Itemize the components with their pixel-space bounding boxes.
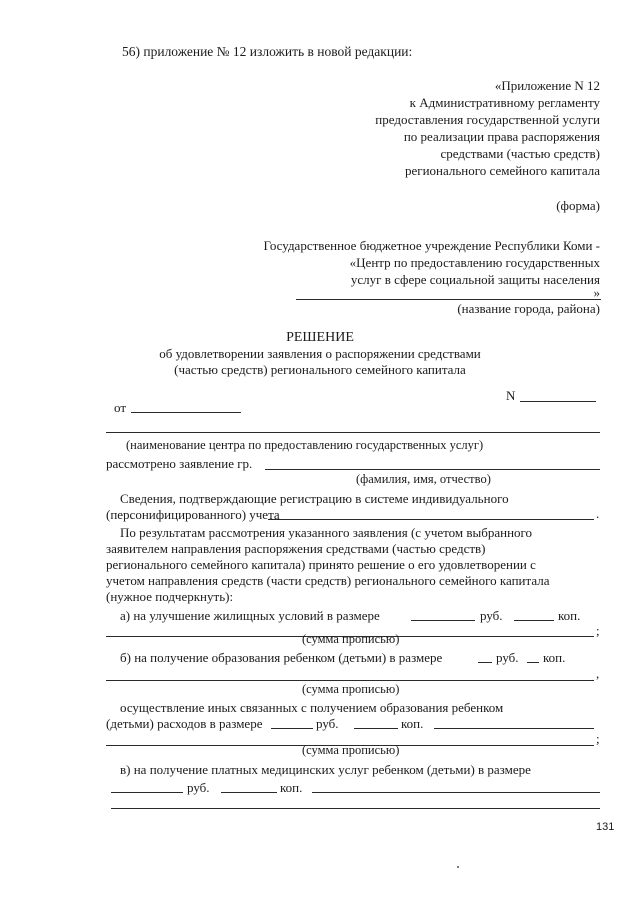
institution-close-quote: » — [593, 285, 600, 300]
punctuation: , — [596, 666, 600, 681]
rub-label: руб. — [316, 716, 339, 731]
info-end: . — [596, 506, 600, 521]
punctuation: ; — [596, 731, 600, 746]
kop-label: коп. — [280, 780, 303, 795]
date-underline — [131, 412, 241, 413]
center-name-underline — [106, 432, 600, 433]
reviewed-label: рассмотрено заявление гр. — [106, 456, 253, 471]
item-c-words-underline-2 — [111, 808, 600, 809]
rub-label: руб. — [496, 650, 519, 665]
item-c-words-underline — [312, 792, 600, 793]
result-line: (нужное подчеркнуть): — [106, 589, 234, 604]
item-c-label: в) на получение платных медицинских услуг ребенком (детьми) в размере — [120, 762, 531, 777]
amendment-header: 56) приложение № 12 изложить в новой редакции: — [122, 44, 413, 59]
sum-caption: (сумма прописью) — [302, 743, 400, 757]
sum-caption: (сумма прописью) — [302, 632, 400, 646]
appendix-line: регионального семейного капитала — [404, 163, 600, 178]
decision-subtitle: (частью средств) регионального семейного капитала — [174, 362, 466, 377]
result-line: заявителем направления распоряжения средствами (частью средств) — [106, 541, 486, 556]
appendix-line: к Административному регламенту — [409, 95, 600, 110]
result-line: По результатам рассмотрения указанного заявления (с учетом выбранного — [120, 525, 533, 540]
result-line: регионального семейного капитала) принято решение о его удовлетворении с — [106, 557, 536, 572]
item-a-rub-underline — [411, 620, 475, 621]
form-label: (форма) — [556, 198, 600, 213]
number-prefix: N — [506, 388, 516, 403]
info-line: Сведения, подтверждающие регистрацию в системе индивидуального — [120, 491, 509, 506]
info-line: (персонифицированного) учета — [106, 507, 280, 522]
item-b2-rub-underline — [271, 728, 313, 729]
item-b-rub-underline — [478, 662, 492, 663]
item-a-kop-underline — [514, 620, 554, 621]
rub-label: руб. — [187, 780, 210, 795]
institution-line: Государственное бюджетное учреждение Республики Коми - — [263, 238, 600, 253]
scan-speck — [457, 866, 459, 868]
item-b-label: б) на получение образования ребенком (детьми) в размере — [120, 650, 443, 665]
item-c-kop-underline — [221, 792, 277, 793]
city-caption: (название города, района) — [457, 301, 600, 316]
kop-label: коп. — [401, 716, 424, 731]
item-c-rub-underline — [111, 792, 183, 793]
decision-subtitle: об удовлетворении заявления о распоряжении средствами — [159, 346, 481, 361]
appendix-line: «Приложение N 12 — [494, 78, 600, 93]
item-b2-line: (детьми) расходов в размере — [106, 716, 263, 731]
fio-caption: (фамилия, имя, отчество) — [356, 472, 491, 486]
date-prefix: от — [114, 400, 127, 415]
item-b-kop-underline — [527, 662, 539, 663]
fio-underline — [265, 469, 600, 470]
item-b-words-underline — [106, 680, 594, 681]
item-b2-line: осуществление иных связанных с получением образования ребенком — [120, 700, 504, 715]
institution-line: услуг в сфере социальной защиты населения — [350, 272, 600, 287]
decision-title: РЕШЕНИЕ — [286, 330, 354, 345]
city-underline — [296, 299, 601, 300]
punctuation: ; — [596, 623, 600, 638]
sum-caption: (сумма прописью) — [302, 682, 400, 696]
item-b2-kop-underline — [354, 728, 398, 729]
kop-label: коп. — [558, 608, 581, 623]
appendix-line: по реализации права распоряжения — [403, 129, 600, 144]
item-a-label: а) на улучшение жилищных условий в размере — [120, 608, 380, 623]
item-b2-words-underline — [434, 728, 594, 729]
center-caption: (наименование центра по предоставлению государственных услуг) — [126, 438, 484, 452]
appendix-line: средствами (частью средств) — [440, 146, 600, 161]
kop-label: коп. — [543, 650, 566, 665]
snils-underline — [268, 519, 594, 520]
rub-label: руб. — [480, 608, 503, 623]
page-number: 131 — [596, 821, 615, 833]
appendix-line: предоставления государственной услуги — [375, 112, 600, 127]
institution-line: «Центр по предоставлению государственных — [349, 255, 600, 270]
result-line: учетом направления средств (части средств) регионального семейного капитала — [106, 573, 550, 588]
number-underline — [520, 401, 596, 402]
